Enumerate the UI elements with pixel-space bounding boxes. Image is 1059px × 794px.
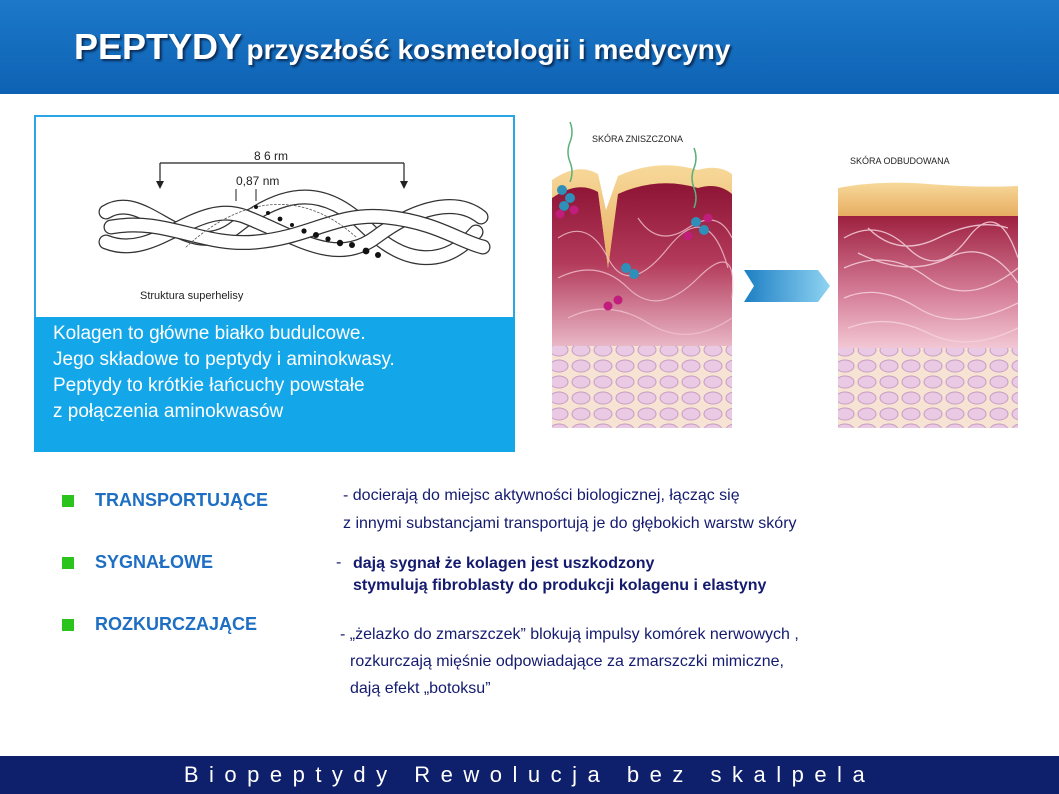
footer-slogan: Biopeptydy Rewolucja bez skalpela xyxy=(183,762,876,787)
kolagen-line-3: Peptydy to krótkie łańcuchy powstałe xyxy=(53,375,365,396)
category-sygnalowe: SYGNAŁOWE xyxy=(95,552,214,572)
transportujace-desc-1: - docierają do miejsc aktywności biologicznej, łącząc się xyxy=(343,487,740,504)
rozkurczajace-desc-2: rozkurczają mięśnie odpowiadające za zmarszczki mimiczne, xyxy=(350,653,784,670)
bullet-icon xyxy=(62,619,74,631)
kolagen-info-box xyxy=(34,317,515,452)
header-bar xyxy=(0,0,1059,94)
sygnalowe-dash: - xyxy=(336,554,342,571)
skin-comparison-illustration xyxy=(548,118,1028,434)
rebuilt-skin-block xyxy=(838,156,1018,428)
superhelix-diagram xyxy=(36,117,513,317)
bullet-icon xyxy=(62,495,74,507)
page-title xyxy=(74,26,730,68)
bullet-icon xyxy=(62,557,74,569)
category-transportujace: TRANSPORTUJĄCE xyxy=(95,490,269,510)
transportujace-desc-2: z innymi substancjami transportują je do głębokich warstw skóry xyxy=(343,515,797,532)
damaged-skin-block xyxy=(552,122,733,428)
helix-length-label: 8 6 rm xyxy=(254,149,289,163)
kolagen-line-2: Jego składowe to peptydy i aminokwasy. xyxy=(53,349,395,370)
category-rozkurczajace: ROZKURCZAJĄCE xyxy=(95,614,257,634)
transition-arrow-icon xyxy=(744,270,830,302)
sygnalowe-desc-1: dają sygnał że kolagen jest uszkodzony xyxy=(353,555,655,572)
kolagen-line-1: Kolagen to główne białko budulcowe. xyxy=(53,323,366,344)
rozkurczajace-desc-3: dają efekt „botoksu” xyxy=(350,680,491,697)
rozkurczajace-desc-1: - „żelazko do zmarszczek” blokują impulsy komórek nerwowych , xyxy=(340,626,799,643)
title-main: PEPTYDY xyxy=(74,26,243,67)
rebuilt-skin-label: SKÓRA ODBUDOWANA xyxy=(850,156,950,166)
damaged-skin-label: SKÓRA ZNISZCZONA xyxy=(592,134,684,144)
sygnalowe-desc-2: stymulują fibroblasty do produkcji kolagenu i elastyny xyxy=(353,577,767,594)
helix-caption: Struktura superhelisy xyxy=(140,290,244,302)
kolagen-line-4: z połączenia aminokwasów xyxy=(53,401,284,422)
helix-spacing-label: 0,87 nm xyxy=(236,174,280,188)
footer-bar xyxy=(0,756,1059,794)
title-rest: przyszłość kosmetologii i medycyny xyxy=(246,34,731,65)
helix-figure-panel xyxy=(34,115,515,317)
